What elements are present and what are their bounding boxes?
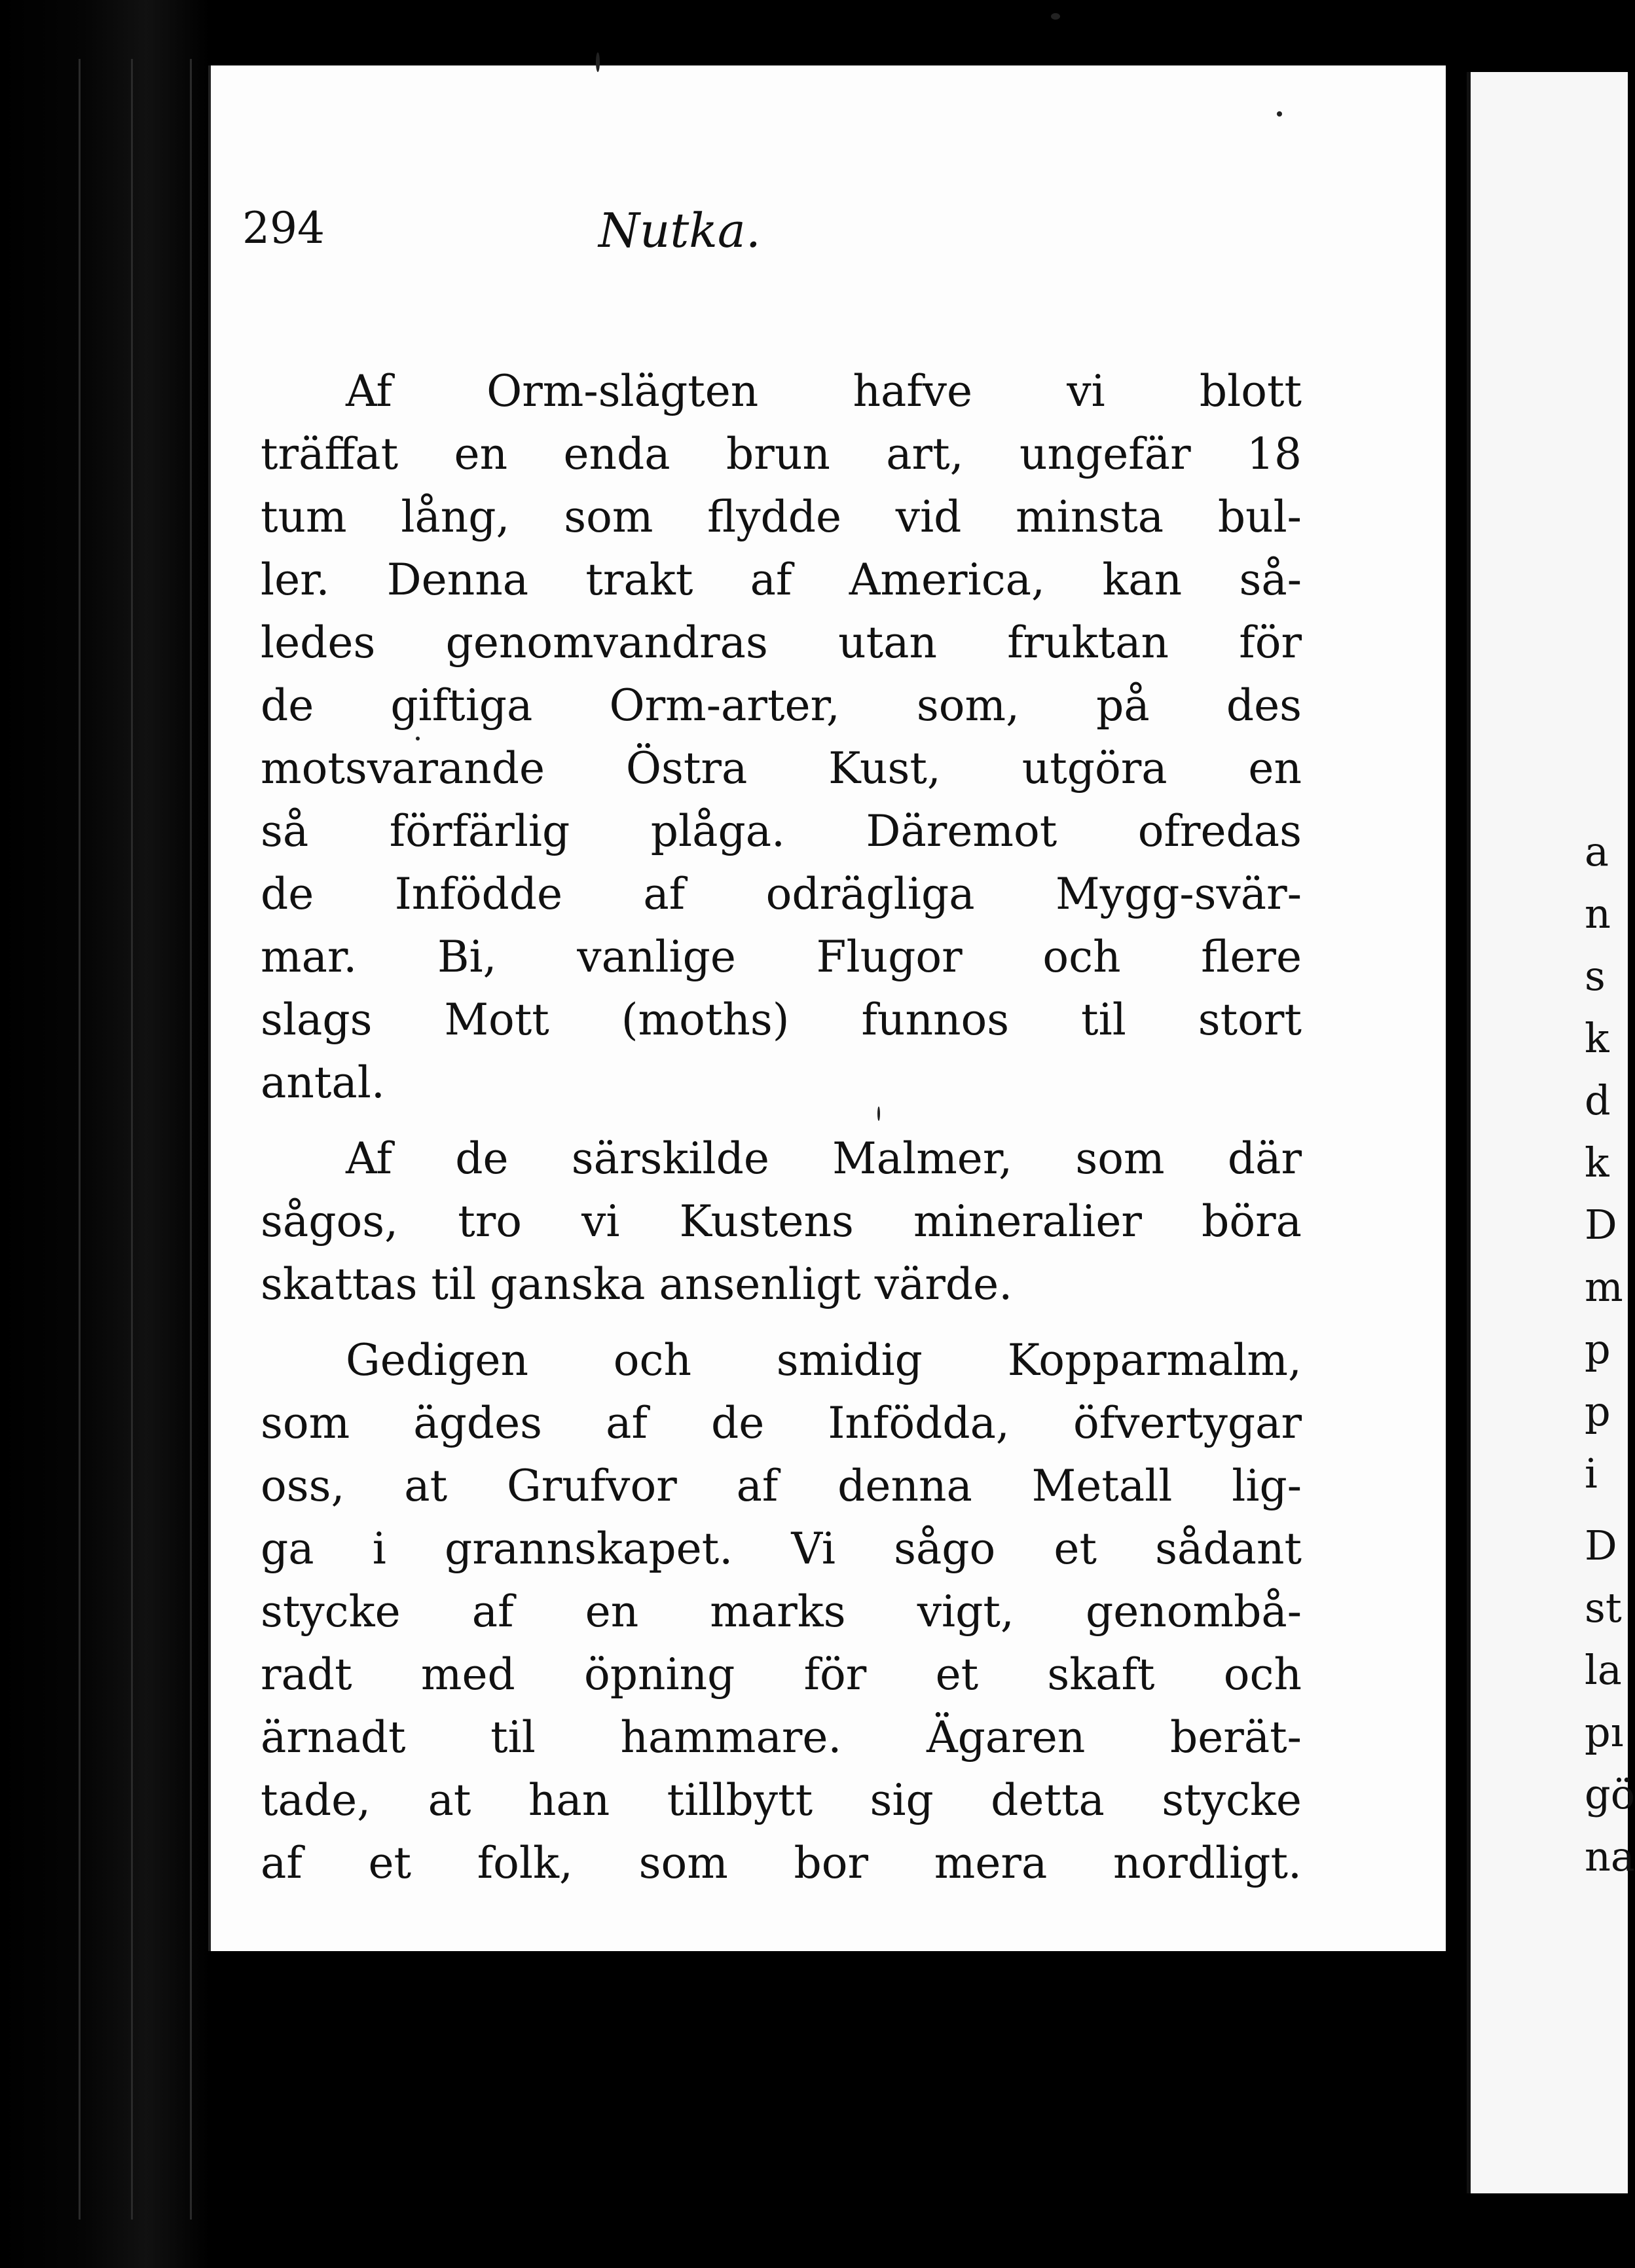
next-page-fragment: n: [1585, 890, 1611, 938]
spine-line: [79, 59, 81, 2220]
text-line: de Infödde af odrägliga Mygg-svär-: [261, 869, 1302, 919]
text-line: Af de särskilde Malmer, som där: [346, 1133, 1302, 1184]
text-line: sågos, tro vi Kustens mineralier böra: [261, 1196, 1302, 1247]
text-line: de giftiga Orm-arter, som, på des: [261, 680, 1302, 731]
spine-line: [190, 59, 192, 2220]
scan-speck: [1051, 13, 1060, 20]
scan-speck: [877, 1107, 880, 1121]
text-line: tum lång, som flydde vid minsta bul-: [261, 492, 1302, 542]
text-line: så förfärlig plåga. Däremot ofredas: [261, 806, 1302, 856]
page-number: 294: [242, 203, 325, 253]
text-line: antal.: [261, 1057, 385, 1108]
text-line: oss, at Grufvor af denna Metall lig-: [261, 1461, 1302, 1511]
text-line: stycke af en marks vigt, genombå-: [261, 1586, 1302, 1637]
next-page-fragment: na: [1585, 1833, 1635, 1880]
text-line: tade, at han tillbytt sig detta stycke: [261, 1775, 1302, 1825]
scan-speck: [416, 737, 420, 741]
text-line: ledes genomvandras utan fruktan för: [261, 617, 1302, 668]
next-page-fragment: k: [1585, 1139, 1609, 1186]
next-page-fragment: a: [1585, 828, 1609, 875]
next-page-fragment: d: [1585, 1076, 1611, 1124]
next-page-fragment: la: [1585, 1646, 1622, 1694]
text-line: radt med öpning för et skaft och: [261, 1649, 1302, 1700]
text-line: ga i grannskapet. Vi sågo et sådant: [261, 1524, 1302, 1574]
text-line: mar. Bi, vanlige Flugor och flere: [261, 932, 1302, 982]
body-text: [261, 360, 1302, 1895]
scan-speck: [1277, 111, 1282, 117]
text-line: motsvarande Östra Kust, utgöra en: [261, 743, 1302, 794]
text-line: som ägdes af de Infödda, öfvertygar: [261, 1398, 1302, 1448]
text-line: slags Mott (moths) funnos til stort: [261, 995, 1302, 1045]
next-page-fragment: m: [1585, 1263, 1623, 1311]
page-header: [242, 203, 1028, 282]
text-line: träffat en enda brun art, ungefär 18: [261, 429, 1302, 479]
next-page-fragment: i: [1585, 1450, 1598, 1497]
text-line: af et folk, som bor mera nordligt.: [261, 1838, 1302, 1888]
next-page-fragment: p: [1585, 1387, 1611, 1435]
text-line: skattas til ganska ansenligt värde.: [261, 1259, 1013, 1309]
running-head: Nutka.: [598, 203, 761, 258]
scan-speck: [596, 52, 600, 72]
text-line: ärnadt til hammare. Ägaren berät-: [261, 1712, 1302, 1763]
text-line: Af Orm-slägten hafve vi blott: [346, 366, 1302, 416]
text-line: Gedigen och smidig Kopparmalm,: [346, 1335, 1302, 1385]
next-page-fragment: st: [1585, 1584, 1622, 1632]
next-page-fragment: D: [1585, 1201, 1617, 1249]
spine-line: [131, 59, 133, 2220]
next-page-fragment: gö: [1585, 1770, 1635, 1818]
next-page-fragment: s: [1585, 952, 1606, 1000]
next-page-fragment: D: [1585, 1522, 1617, 1569]
next-page-fragment: p: [1585, 1325, 1611, 1373]
text-line: ler. Denna trakt af America, kan så-: [261, 555, 1302, 605]
next-page-fragment: pı: [1585, 1708, 1624, 1756]
next-page-fragment: k: [1585, 1014, 1609, 1062]
book-spine: [0, 0, 210, 2268]
